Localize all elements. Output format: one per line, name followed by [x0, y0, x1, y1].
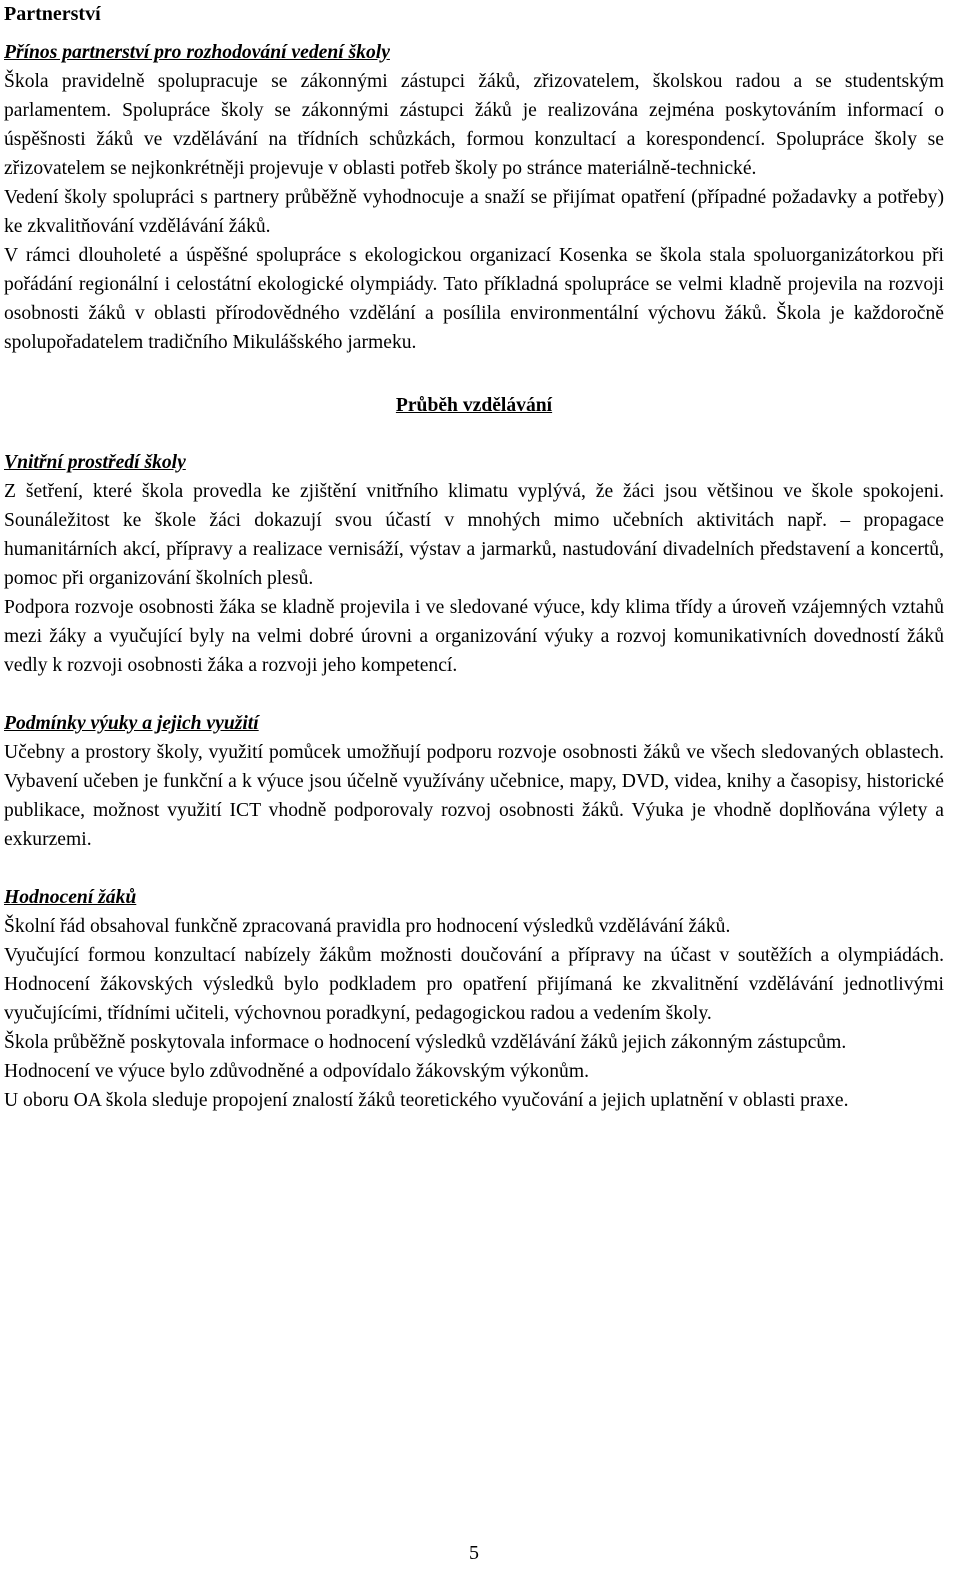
assessment-paragraph: Školní řád obsahoval funkčně zpracovaná pravidla pro hodnocení výsledků vzdělávání žáků.	[4, 916, 731, 937]
spacer	[4, 420, 944, 448]
environment-heading: Vnitřní prostředí školy	[4, 452, 186, 473]
assessment-paragraph: Vyučující formou konzultací nabízely žákům možnosti doučování a přípravy na účast v soutěžích a olympiádách. Hodnocení žákovských výsledků bylo podkladem pro opatření přijímaná ke zkvalitnění vzdělávání jednotlivými vyučujícími, třídními učiteli, výchovnou poradkyní, pedagogickou radou a vedením školy.	[4, 945, 944, 1024]
partnership-paragraph: V rámci dlouholeté a úspěšné spolupráce s ekologickou organizací Kosenka se škola stala spoluorganizátorkou při pořádání regionální i celostátní ekologické olympiády. Tato příkladná spolupráce se velmi kladně projevila na rozvoji osobnosti žáků v oblasti přírodovědného vzdělání a posílila environmentální výchovu žáků. Škola je každoročně spolupořadatelem tradičního Mikulášského jarmeku.	[4, 245, 944, 353]
section-title: Partnerství	[4, 3, 101, 25]
partnership-heading: Přínos partnerství pro rozhodování vedení školy	[4, 42, 390, 63]
conditions-paragraph: Učebny a prostory školy, využití pomůcek umožňují podporu rozvoje osobnosti žáků ve všech sledovaných oblastech. Vybavení učeben je funkční a k výuce jsou účelně využívány učebnice, mapy, DVD, videa, knihy a časopisy, historické publikace, možnost využití ICT vhodně podporovaly rozvoj osobnosti žáků. Výuka je vhodně doplňována výlety a exkurzemi.	[4, 742, 944, 850]
conditions-heading: Podmínky výuky a jejich využití	[4, 713, 259, 734]
page-number: 5	[469, 1542, 479, 1564]
page-content	[4, 0, 944, 1115]
assessment-heading: Hodnocení žáků	[4, 887, 137, 908]
environment-paragraph: Podpora rozvoje osobnosti žáka se kladně projevila i ve sledované výuce, kdy klima třídy a úroveň vzájemných vztahů mezi žáky a vyučující byly na velmi dobré úrovni a organizování výuky a rozvoj komunikativních dovedností žáků vedly k rozvoji osobnosti žáka a rozvoji jeho kompetencí.	[4, 597, 944, 676]
spacer	[4, 680, 944, 709]
assessment-paragraph: Škola průběžně poskytovala informace o hodnocení výsledků vzdělávání žáků jejich zákonným zástupcům.	[4, 1032, 847, 1053]
assessment-paragraph: Hodnocení ve výuce bylo zdůvodněné a odpovídalo žákovským výkonům.	[4, 1061, 589, 1082]
spacer	[4, 854, 944, 883]
partnership-paragraph: Vedení školy spolupráci s partnery průběžně vyhodnocuje a snaží se přijímat opatření (případné požadavky a potřeby) ke zkvalitňování vzdělávání žáků.	[4, 187, 944, 237]
partnership-paragraph: Škola pravidelně spolupracuje se zákonnými zástupci žáků, zřizovatelem, školskou radou a se studentským parlamentem. Spolupráce školy se zákonnými zástupci žáků je realizována zejména poskytováním informací o úspěšnosti žáků ve vzdělávání na třídních schůzkách, formou konzultací a korespondencí. Spolupráce školy se zřizovatelem se nejkonkrétněji projevuje v oblasti potřeb školy po stránce materiálně-technické.	[4, 71, 944, 179]
education-heading: Průběh vzdělávání	[395, 395, 553, 416]
spacer	[4, 357, 944, 391]
environment-paragraph: Z šetření, které škola provedla ke zjištění vnitřního klimatu vyplývá, že žáci jsou většinou ve škole spokojeni. Sounáležitost ke škole žáci dokazují svou účastí v mnohých mimo učebních aktivitách např. – propagace humanitárních akcí, přípravy a realizace vernisáží, výstav a jarmarků, nastudování divadelních představení a koncertů, pomoc při organizování školních plesů.	[4, 481, 944, 589]
assessment-paragraph: U oboru OA škola sleduje propojení znalostí žáků teoretického vyučování a jejich uplatnění v oblasti praxe.	[4, 1090, 849, 1111]
